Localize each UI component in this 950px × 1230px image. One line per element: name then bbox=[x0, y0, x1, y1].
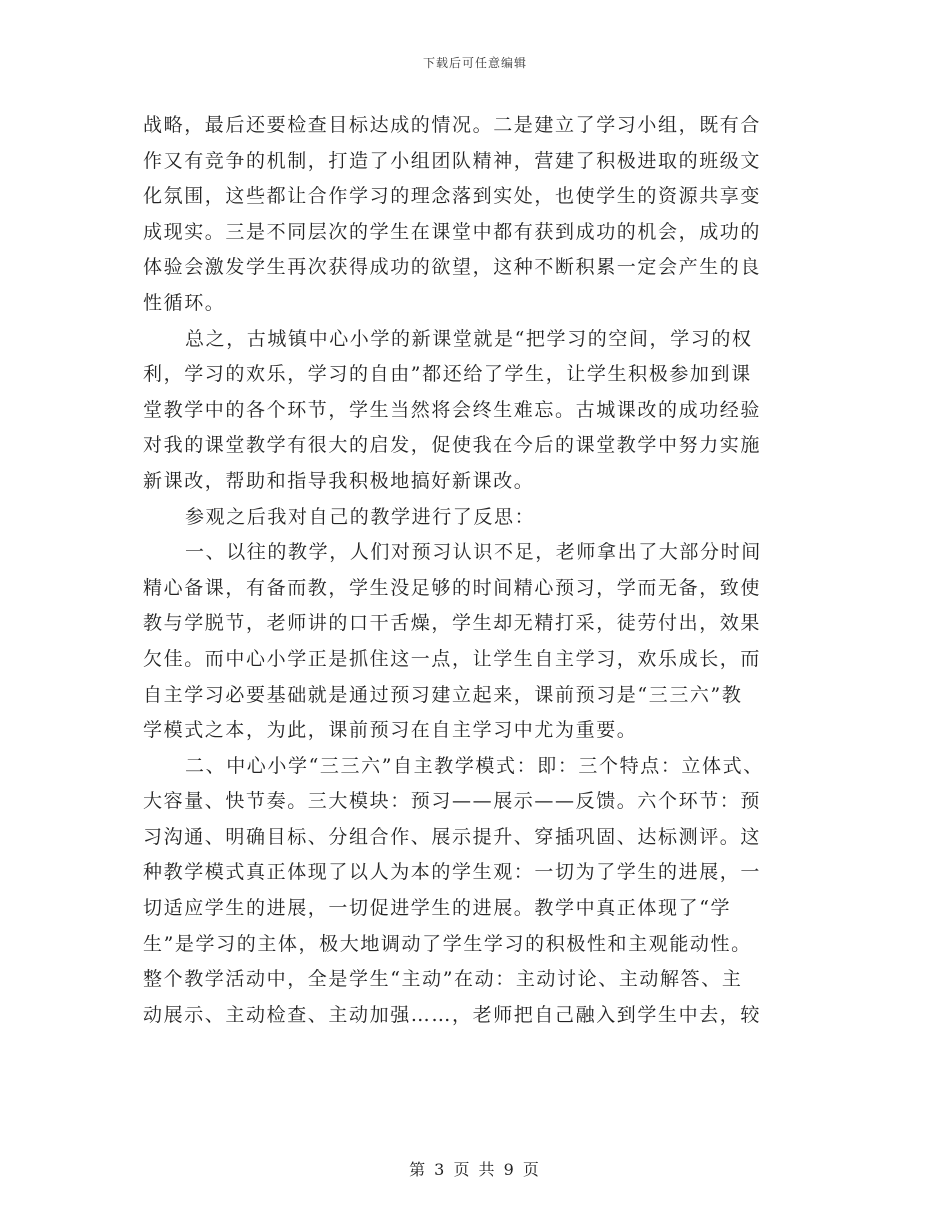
text-line: 习沟通、明确目标、分组合作、展示提升、穿插巩固、达标测评。这 bbox=[143, 825, 762, 848]
text-line: 精心备课，有备而教，学生没足够的时间精心预习，学而无备，致使 bbox=[143, 576, 762, 599]
text-line: 成现实。三是不同层次的学生在课堂中都有获到成功的机会，成功的 bbox=[143, 220, 762, 243]
text-line: 对我的课堂教学有很大的启发，促使我在今后的课堂教学中努力实施 bbox=[143, 434, 762, 457]
text-line: 二、中心小学“三三六”自主教学模式：即：三个特点：立体式、 bbox=[185, 754, 764, 777]
text-line: 化氛围，这些都让合作学习的理念落到实处，也使学生的资源共享变 bbox=[143, 185, 762, 208]
document-body bbox=[143, 108, 803, 1033]
text-line: 体验会激发学生再次获得成功的欲望，这种不断积累一定会产生的良 bbox=[143, 256, 762, 279]
page-footer: 第 3 页 共 9 页 bbox=[409, 1160, 541, 1179]
text-line: 堂教学中的各个环节，学生当然将会终生难忘。古城课改的成功经验 bbox=[143, 398, 762, 421]
text-line: 教与学脱节，老师讲的口干舌燥，学生却无精打采，徒劳付出，效果 bbox=[143, 612, 762, 635]
text-line: 欠佳。而中心小学正是抓住这一点，让学生自主学习，欢乐成长，而 bbox=[143, 647, 762, 670]
text-line: 学模式之本，为此，课前预习在自主学习中尤为重要。 bbox=[143, 719, 638, 742]
page-header: 下载后可任意编辑 bbox=[422, 56, 527, 70]
text-line: 动展示、主动检查、主动加强……，老师把自己融入到学生中去，较 bbox=[143, 1003, 762, 1026]
text-line: 自主学习必要基础就是通过预习建立起来，课前预习是“三三六”教 bbox=[143, 683, 743, 706]
text-line: 切适应学生的进展，一切促进学生的进展。教学中真正体现了“学 bbox=[143, 897, 732, 920]
text-line: 一、以往的教学，人们对预习认识不足，老师拿出了大部分时间 bbox=[185, 541, 762, 564]
text-line: 战略，最后还要检查目标达成的情况。二是建立了学习小组，既有合 bbox=[143, 114, 762, 136]
text-line: 整个教学活动中，全是学生“主动”在动：主动讨论、主动解答、主 bbox=[143, 968, 743, 991]
text-line: 种教学模式真正体现了以人为本的学生观：一切为了学生的进展，一 bbox=[143, 861, 762, 884]
text-line: 生”是学习的主体，极大地调动了学生学习的积极性和主观能动性。 bbox=[143, 932, 752, 955]
text-line: 作又有竞争的机制，打造了小组团队精神，营建了积极进取的班级文 bbox=[143, 149, 762, 172]
text-line: 总之，古城镇中心小学的新课堂就是“把学习的空间，学习的权 bbox=[185, 327, 753, 350]
text-line: 利，学习的欢乐，学习的自由”都还给了学生，让学生积极参加到课 bbox=[143, 363, 752, 386]
text-line: 性循环。 bbox=[143, 291, 226, 314]
text-line: 大容量、快节奏。三大模块：预习——展示——反馈。六个环节：预 bbox=[143, 790, 762, 813]
text-line: 新课改，帮助和指导我积极地搞好新课改。 bbox=[143, 469, 535, 492]
text-line: 参观之后我对自己的教学进行了反思： bbox=[185, 505, 536, 528]
